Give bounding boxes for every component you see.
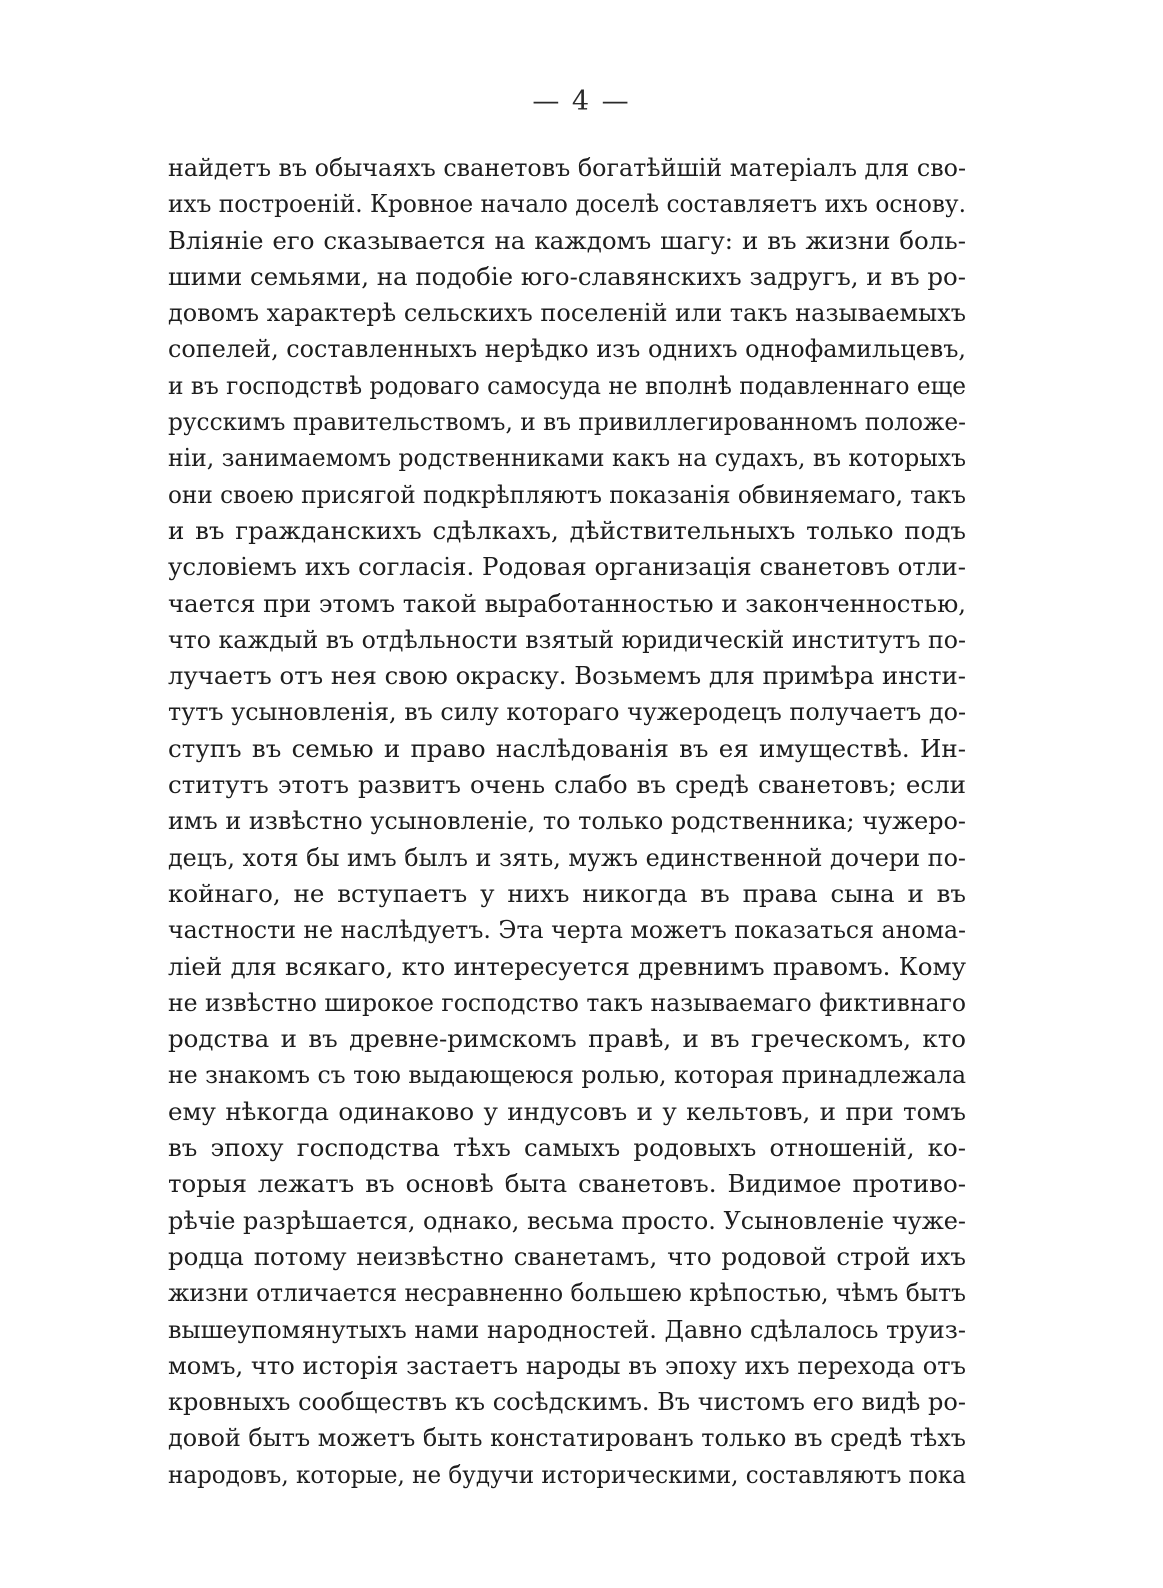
text-line: торыя лежатъ въ основѣ быта сванетовъ. Видимое противо- bbox=[168, 1169, 966, 1199]
text-line: частности не наслѣдуетъ. Эта черта можетъ показаться анома- bbox=[168, 915, 966, 945]
text-line: момъ, что исторія застаетъ народы въ эпоху ихъ перехода отъ bbox=[168, 1350, 966, 1380]
text-line: вышеупомянутыхъ нами народностей. Давно сдѣлалось труиз- bbox=[168, 1314, 966, 1344]
text-line: шими семьями, на подобіе юго-славянскихъ задругъ, и въ ро- bbox=[168, 261, 966, 291]
text-line: русскимъ правительствомъ, и въ привиллегированномъ положе- bbox=[168, 407, 966, 437]
text-line: довой бытъ можетъ быть констатированъ только въ средѣ тѣхъ bbox=[168, 1423, 966, 1453]
text-line: Вліяніе его сказывается на каждомъ шагу: и въ жизни боль- bbox=[168, 225, 966, 255]
text-line: койнаго, не вступаетъ у нихъ никогда въ права сына и въ bbox=[168, 878, 966, 908]
text-line: что каждый въ отдѣльности взятый юридическій институтъ по- bbox=[168, 624, 966, 654]
text-line: родства и въ древне-римскомъ правѣ, и въ греческомъ, кто bbox=[168, 1024, 966, 1054]
text-line: ступъ въ семью и право наслѣдованія въ ея имуществѣ. Ин- bbox=[168, 733, 966, 763]
text-line: не знакомъ съ тою выдающеюся ролью, которая принадлежала bbox=[168, 1060, 966, 1090]
text-line: кровныхъ сообществъ къ сосѣдскимъ. Въ чистомъ его видѣ ро- bbox=[168, 1387, 966, 1417]
page-number: — 4 — bbox=[532, 86, 631, 117]
text-line: условіемъ ихъ согласія. Родовая организація сванетовъ отли- bbox=[168, 552, 966, 582]
text-line: въ эпоху господства тѣхъ самыхъ родовыхъ отношеній, ко- bbox=[168, 1133, 966, 1163]
body-text bbox=[168, 150, 966, 1493]
text-line: тутъ усыновленія, въ силу котораго чужеродецъ получаетъ до- bbox=[168, 697, 966, 727]
text-line: и въ гражданскихъ сдѣлкахъ, дѣйствительныхъ только подъ bbox=[168, 515, 966, 545]
text-line: имъ и извѣстно усыновленіе, то только родственника; чужеро- bbox=[168, 806, 966, 836]
text-line: и въ господствѣ родоваго самосуда не вполнѣ подавленнаго еще bbox=[168, 370, 966, 400]
text-line: сопелей, составленныхъ нерѣдко изъ однихъ однофамильцевъ, bbox=[168, 334, 966, 364]
text-line: ихъ построеній. Кровное начало доселѣ составляетъ ихъ основу. bbox=[168, 189, 966, 219]
text-line: народовъ, которые, не будучи историческими, составляютъ пока bbox=[168, 1459, 966, 1489]
text-line: ніи, занимаемомъ родственниками какъ на судахъ, въ которыхъ bbox=[168, 443, 966, 473]
text-line: не извѣстно широкое господство такъ называемаго фиктивнаго bbox=[168, 987, 966, 1017]
text-line: они своею присягой подкрѣпляютъ показанія обвиняемаго, такъ bbox=[168, 479, 966, 509]
text-line: ему нѣкогда одинаково у индусовъ и у кельтовъ, и при томъ bbox=[168, 1096, 966, 1126]
text-line: довомъ характерѣ сельскихъ поселеній или такъ называемыхъ bbox=[168, 298, 966, 328]
text-line: лучаетъ отъ нея свою окраску. Возьмемъ для примѣра инсти- bbox=[168, 661, 966, 691]
text-line: ліей для всякаго, кто интересуется древнимъ правомъ. Кому bbox=[168, 951, 966, 981]
text-line: рѣчіе разрѣшается, однако, весьма просто. Усыновленіе чуже- bbox=[168, 1205, 966, 1235]
text-line: найдетъ въ обычаяхъ сванетовъ богатѣйшій матеріалъ для сво- bbox=[168, 153, 966, 182]
text-line: родца потому неизвѣстно сванетамъ, что родовой строй ихъ bbox=[168, 1241, 966, 1271]
text-line: децъ, хотя бы имъ былъ и зять, мужъ единственной дочери по- bbox=[168, 842, 966, 872]
text-line: чается при этомъ такой выработанностью и законченностью, bbox=[168, 588, 966, 618]
text-line: жизни отличается несравненно большею крѣпостью, чѣмъ бытъ bbox=[168, 1278, 966, 1308]
text-line: ститутъ этотъ развитъ очень слабо въ средѣ сванетовъ; если bbox=[168, 770, 966, 800]
